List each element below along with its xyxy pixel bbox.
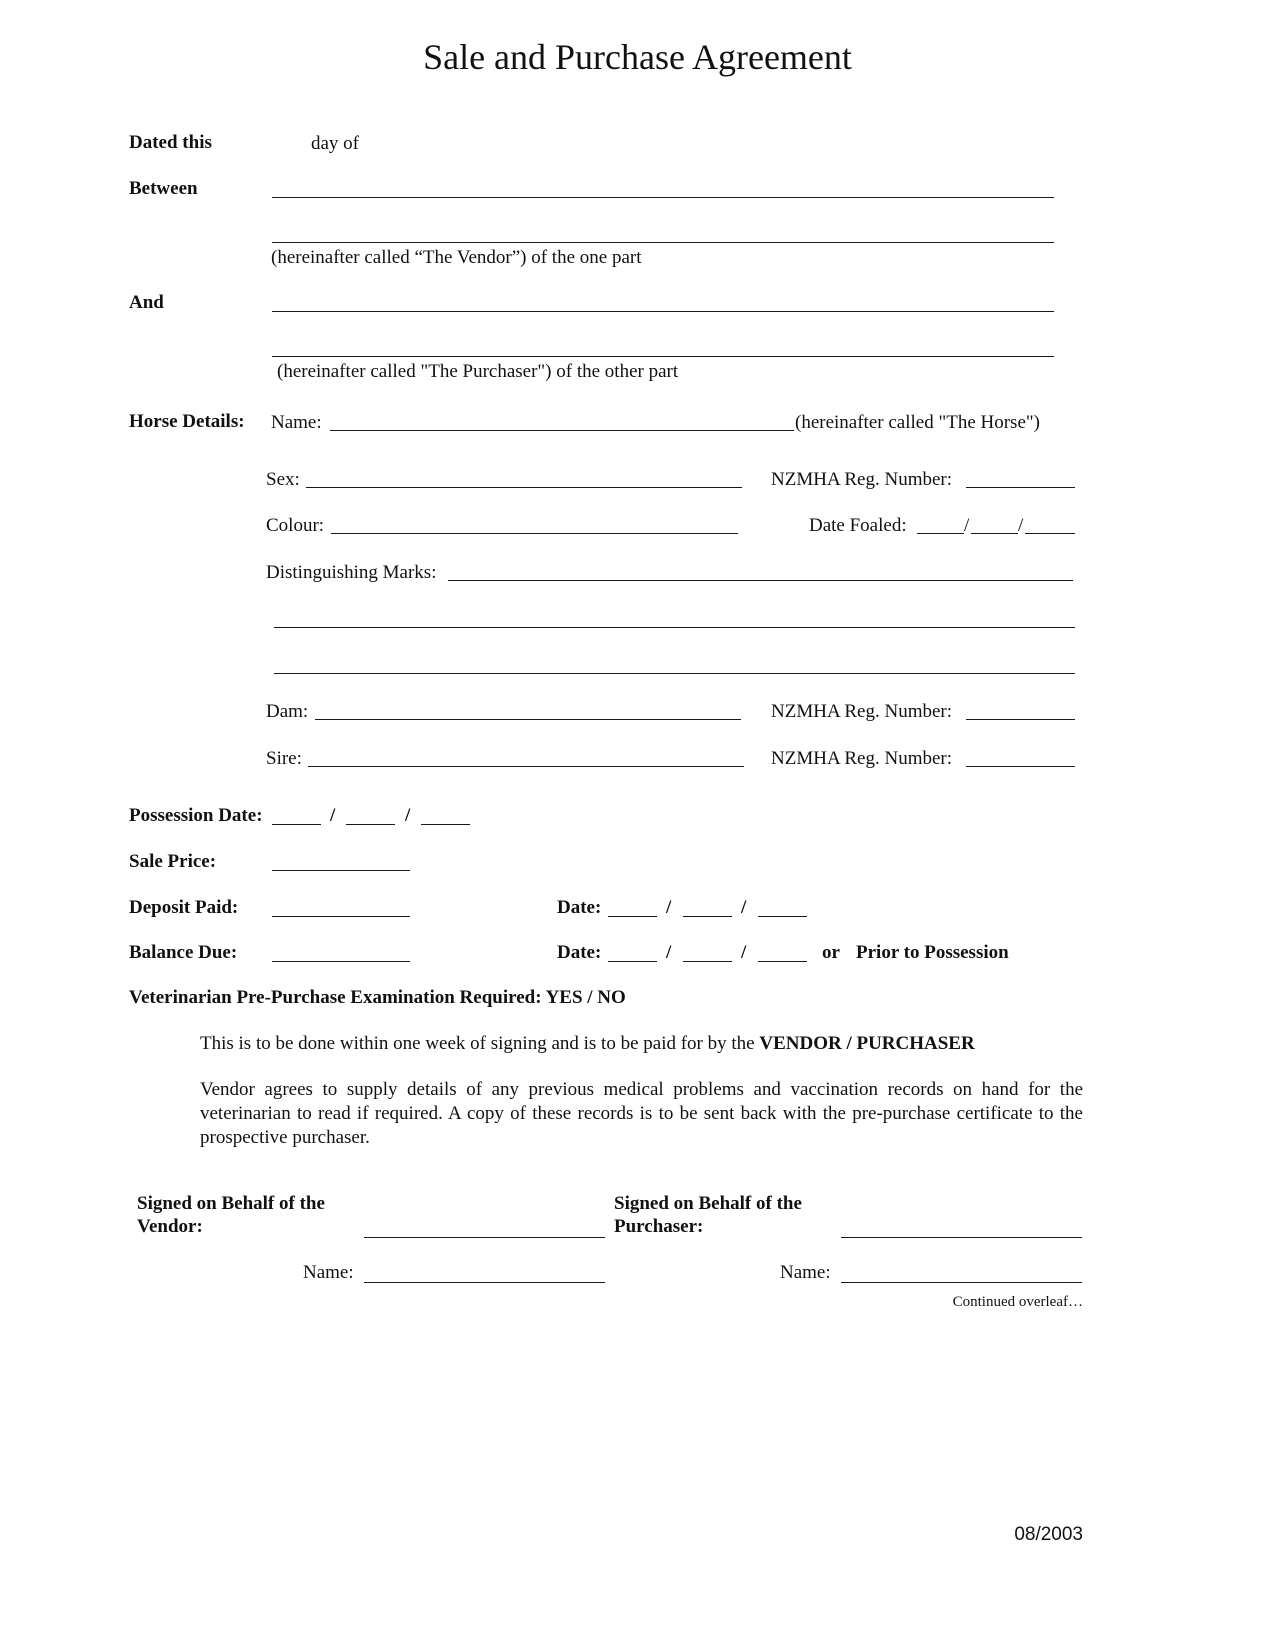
foaled-year-field[interactable] — [1025, 533, 1075, 534]
vet-payment-paragraph — [200, 1033, 975, 1055]
possession-month-field[interactable] — [346, 824, 395, 825]
dam-reg-number-field[interactable] — [966, 719, 1075, 720]
vendor-signature-field[interactable] — [364, 1237, 605, 1238]
day-of-label: day of — [311, 133, 360, 154]
purchaser-line-1[interactable] — [272, 311, 1054, 312]
vendor-signature-line-1: Signed on Behalf of the — [137, 1193, 325, 1214]
purchaser-note: (hereinafter called "The Purchaser") of the other part — [277, 361, 679, 382]
sire-label: Sire: — [266, 748, 302, 769]
continued-overleaf: Continued overleaf… — [952, 1294, 1083, 1310]
foaled-slash-1: / — [964, 515, 970, 536]
possession-slash-1: / — [330, 805, 336, 826]
balance-slash-2: / — [741, 942, 747, 963]
purchaser-name-label: Name: — [780, 1262, 831, 1283]
foaled-slash-2: / — [1018, 515, 1024, 536]
horse-details-label: Horse Details: — [129, 411, 245, 432]
purchaser-signature-label — [614, 1192, 802, 1238]
purchaser-line-2[interactable] — [272, 356, 1054, 357]
vet-payment-text: This is to be done within one week of signing and is to be paid for by the — [200, 1033, 755, 1054]
deposit-paid-label: Deposit Paid: — [129, 897, 239, 918]
horse-name-label: Name: — [271, 412, 322, 433]
sale-price-label: Sale Price: — [129, 851, 217, 872]
reg-number-field[interactable] — [966, 487, 1075, 488]
deposit-year-field[interactable] — [758, 916, 807, 917]
prior-to-possession-label: Prior to Possession — [856, 942, 1009, 963]
deposit-month-field[interactable] — [683, 916, 732, 917]
dated-label: Dated this — [129, 132, 212, 153]
revision-date: 08/2003 — [1014, 1524, 1083, 1545]
vendor-name-label: Name: — [303, 1262, 354, 1283]
dam-label: Dam: — [266, 701, 309, 722]
vendor-note: (hereinafter called “The Vendor”) of the one part — [271, 247, 642, 268]
sire-reg-number-label: NZMHA Reg. Number: — [771, 748, 953, 769]
foaled-month-field[interactable] — [971, 533, 1018, 534]
possession-day-field[interactable] — [272, 824, 321, 825]
balance-slash-1: / — [666, 942, 672, 963]
sex-label: Sex: — [266, 469, 300, 490]
foaled-day-field[interactable] — [917, 533, 964, 534]
vendor-line-1[interactable] — [272, 197, 1054, 198]
vet-exam-heading: Veterinarian Pre-Purchase Examination Required: YES / NO — [129, 987, 626, 1008]
purchaser-signature-field[interactable] — [841, 1237, 1082, 1238]
page-title: Sale and Purchase Agreement — [423, 37, 852, 77]
purchaser-name-field[interactable] — [841, 1282, 1082, 1283]
horse-name-field[interactable] — [330, 430, 794, 431]
vendor-line-2[interactable] — [272, 242, 1054, 243]
balance-due-field[interactable] — [272, 961, 410, 962]
distinguishing-marks-line-3[interactable] — [274, 673, 1075, 674]
or-label: or — [822, 942, 840, 963]
sex-field[interactable] — [306, 487, 742, 488]
possession-date-label: Possession Date: — [129, 805, 263, 826]
between-label: Between — [129, 178, 198, 199]
and-label: And — [129, 292, 164, 313]
deposit-date-label: Date: — [557, 897, 602, 918]
balance-day-field[interactable] — [608, 961, 657, 962]
colour-label: Colour: — [266, 515, 325, 536]
possession-slash-2: / — [405, 805, 411, 826]
balance-date-label: Date: — [557, 942, 602, 963]
colour-field[interactable] — [331, 533, 738, 534]
balance-due-label: Balance Due: — [129, 942, 238, 963]
balance-year-field[interactable] — [758, 961, 807, 962]
vendor-name-field[interactable] — [364, 1282, 605, 1283]
deposit-paid-field[interactable] — [272, 916, 410, 917]
deposit-slash-2: / — [741, 897, 747, 918]
vendor-signature-line-2: Vendor: — [137, 1216, 203, 1237]
date-foaled-label: Date Foaled: — [809, 515, 907, 536]
dam-field[interactable] — [315, 719, 741, 720]
dam-reg-number-label: NZMHA Reg. Number: — [771, 701, 953, 722]
distinguishing-marks-field[interactable] — [448, 580, 1073, 581]
horse-name-note: (hereinafter called "The Horse") — [795, 412, 1040, 433]
reg-number-label: NZMHA Reg. Number: — [771, 469, 953, 490]
balance-month-field[interactable] — [683, 961, 732, 962]
deposit-slash-1: / — [666, 897, 672, 918]
distinguishing-marks-line-2[interactable] — [274, 627, 1075, 628]
purchaser-signature-line-2: Purchaser: — [614, 1216, 704, 1237]
sale-price-field[interactable] — [272, 870, 410, 871]
vendor-records-paragraph: Vendor agrees to supply details of any previous medical problems and vaccination records on hand for the veterinarian to read if required. A copy of these records is to be sent back with the pre-purchase certificate to the prospective purchaser. — [200, 1079, 1083, 1148]
sire-field[interactable] — [308, 766, 744, 767]
purchaser-signature-line-1: Signed on Behalf of the — [614, 1193, 802, 1214]
vendor-signature-label — [137, 1192, 325, 1238]
deposit-day-field[interactable] — [608, 916, 657, 917]
vet-payment-bold: VENDOR / PURCHASER — [759, 1033, 975, 1054]
sire-reg-number-field[interactable] — [966, 766, 1075, 767]
possession-year-field[interactable] — [421, 824, 470, 825]
distinguishing-marks-label: Distinguishing Marks: — [266, 562, 437, 583]
